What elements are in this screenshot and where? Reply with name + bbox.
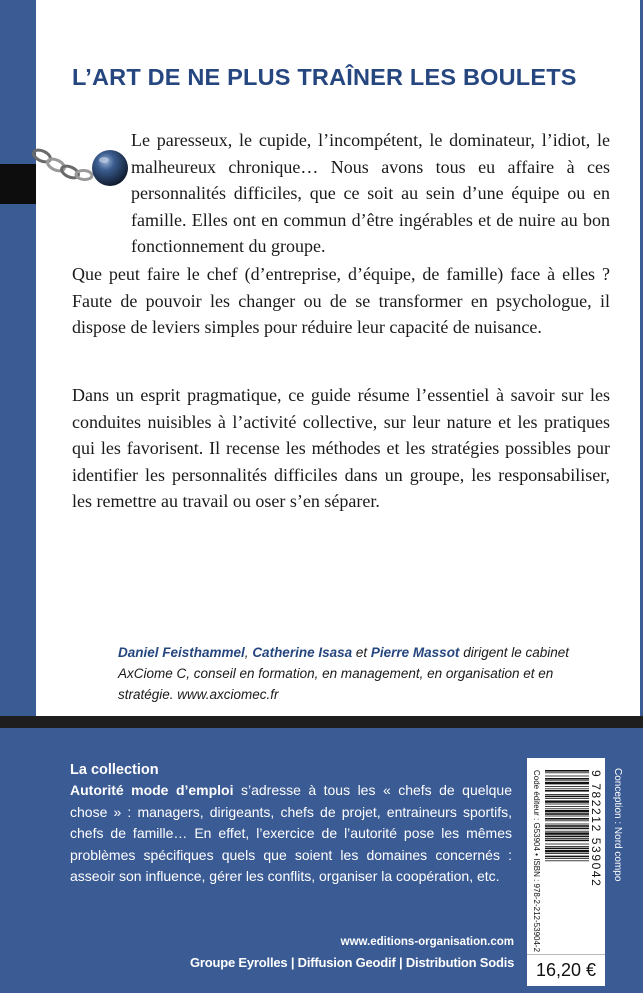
price-tag: 16,20 € (527, 954, 605, 986)
blurb-paragraph-2: Que peut faire le chef (d’entreprise, d’équipe, de famille) face à elles ? Faute de pouvoir les changer ou de se transformer en psychologue, il dispose de leviers simples pour réduire leur capacité de nuisance. (72, 264, 610, 337)
author-separator: et (352, 645, 371, 660)
collection-name: Autorité mode d’emploi (70, 782, 234, 798)
design-credit (611, 768, 625, 948)
blurb-paragraph-1: Le paresseux, le cupide, l’incompétent, le dominateur, l’idiot, le malheureux chronique… Nous avons tous eu affaire à ces personnalités difficiles, que ce soit au sein d’une équipe ou en famille. Elles ont en commun d’être ingérables et de nuire au bon fonctionnement du groupe. (131, 130, 610, 256)
barcode-icon (545, 768, 589, 940)
author-separator: , (244, 645, 253, 660)
publisher-website[interactable]: www.editions-organisation.com (340, 936, 514, 948)
collection-panel (0, 728, 643, 993)
author-name: Daniel Feisthammel (118, 645, 245, 660)
author-name: Catherine Isasa (252, 645, 353, 660)
blurb-paragraph-3: Dans un esprit pragmatique, ce guide résume l’essentiel à savoir sur les conduites nuisibles à l’activité collective, sur leur nature et les pratiques qui les favorisent. Il recense les méthodes et les stratégies possibles pour identifier les personnalités difficiles dans un groupe, les responsabiliser, les remettre au travail ou oser s’en séparer. (72, 385, 610, 511)
collection-heading: La collection (70, 762, 159, 778)
design-credit-text: Conception : Nord compo (612, 768, 623, 882)
author-name: Pierre Massot (370, 645, 460, 660)
barcode-digits-text: 9 782212 539042 (589, 770, 603, 888)
authors-bio (118, 642, 598, 705)
barcode-digits (590, 770, 604, 940)
left-color-band (0, 0, 36, 728)
book-title: L’ART DE NE PLUS TRAÎNER LES BOULETS (72, 64, 577, 90)
section-divider (0, 716, 643, 728)
isbn-codes-text: Code éditeur : G53904 • ISBN : 978-2-212-53904-2 (532, 770, 541, 953)
collection-text: s’adresse à tous les « chefs de quelque chose » : managers, dirigeants, chefs de projet, entraineurs sportifs, chefs de famille… En effet, l’exercice de l’autorité pose les mêmes problèmes spécifiques quels que soient les domaines concernés : asseoir son influence, gérer les conflits, organiser la coopération, etc. (70, 782, 513, 884)
publisher-distribution: Groupe Eyrolles | Diffusion Geodif | Distribution Sodis (190, 955, 515, 970)
isbn-codes (531, 770, 543, 953)
collection-description (70, 780, 512, 888)
ball-and-chain-icon (28, 138, 128, 194)
authors-description: dirigent le cabinet AxCiome C, conseil en formation, en management, en organisation et en stratégie. www.axciomec.fr (118, 645, 570, 702)
